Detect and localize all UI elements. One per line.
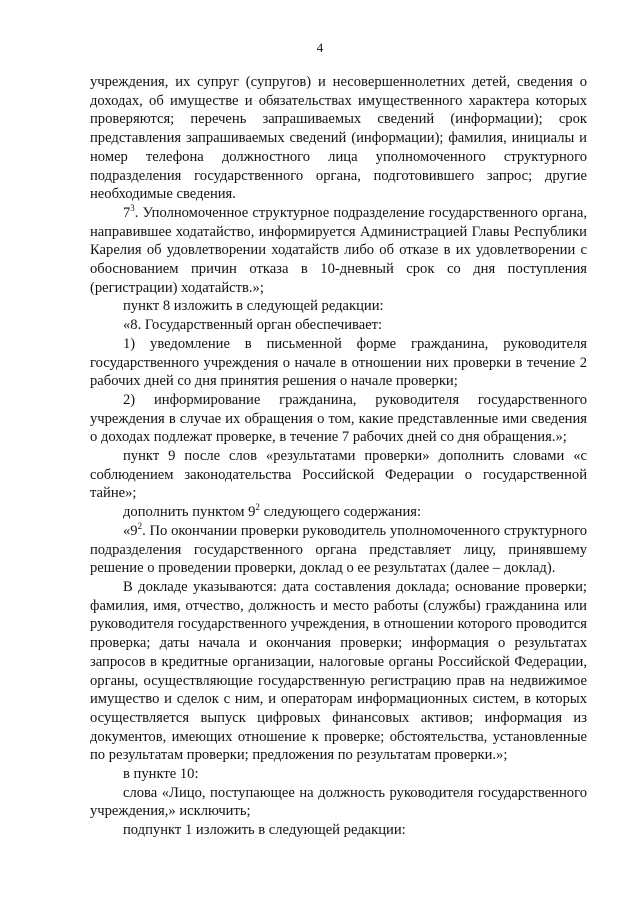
paragraph-report-contents: В докладе указываются: дата составления доклада; основание проверки; фамилия, имя, отчество, должность и место работы (службы) гражданина или руководителя государственного учреждения, в отношении которого проводится проверка; даты начала и окончания проверки; информация о результатах запросов в кредитные организации, налоговые органы Российской Федерации, органы, осуществляющие государственную регистрацию прав на недвижимое имущество и сделок с ним, и операторам информационных систем, в которых осуществляется выпуск цифровых финансовых активов; информация из документов, имеющих отношение к проверке; обстоятельства, установленные по результатам проверки; предложения по результатам проверки.»;	[90, 578, 587, 764]
paragraph-item-10-intro: в пункте 10:	[123, 766, 199, 783]
paragraph-item-8: «8. Государственный орган обеспечивает:	[123, 317, 383, 334]
paragraph-text: . По окончании проверки руководитель уполномоченного структурного подразделения государственного органа представляет лицу, принявшему решение о проведении проверки, доклад о ее результатах (далее – доклад).	[90, 522, 587, 577]
paragraph-item-9: пункт 9 после слов «результатами проверки» дополнить словами «с соблюдением законодательства Российской Федерации о государственной тайне»;	[90, 448, 587, 502]
paragraph-text: 7	[123, 204, 131, 221]
paragraph-item-8-1: 1) уведомление в письменной форме гражданина, руководителя государственного учреждения о начале в отношении них проверки в течение 2 рабочих дней со дня принятия решения о начале проверки;	[90, 335, 587, 390]
paragraph-item-9-2-intro	[90, 503, 587, 522]
paragraph-text: «9	[123, 522, 138, 539]
paragraph-text: дополнить пунктом 9	[123, 504, 256, 521]
paragraph-subitem-1: подпункт 1 изложить в следующей редакции:	[123, 822, 406, 839]
paragraph-text: следующего содержания:	[259, 504, 422, 521]
page-number: 4	[316, 40, 324, 55]
document-body	[90, 73, 587, 840]
paragraph-item-8-2: 2) информирование гражданина, руководителя государственного учреждения в случае их обращения о том, какие представленные ими сведения о доходах подлежат проверке, в течение 7 рабочих дней со дня обращения.»;	[90, 391, 587, 446]
paragraph-7-3	[90, 204, 587, 298]
paragraph-item-8-intro: пункт 8 изложить в следующей редакции:	[123, 298, 384, 315]
paragraph-continuation: учреждения, их супруг (супругов) и несовершеннолетних детей, сведения о доходах, об имуществе и обязательствах имущественного характера которых проверяются; перечень запрашиваемых сведений (информации); срок представления запрашиваемых сведений (информации); фамилия, инициалы и номер телефона должностного лица уполномоченного структурного подразделения государственного органа, подготовившего запрос; другие необходимые сведения.	[90, 74, 587, 203]
superscript: 2	[137, 520, 143, 531]
superscript: 2	[255, 502, 260, 513]
superscript: 3	[130, 202, 135, 213]
paragraph-text: . Уполномоченное структурное подразделение государственного органа, направившее ходатайство, информируется Администрацией Главы Республики Карелия об удовлетворении ходатайств либо об отказе в их удовлетворении с обоснованием причин отказа в 10-дневный срок со дня поступления (регистрации) ходатайств.»;	[90, 204, 587, 296]
paragraph-item-9-2	[90, 522, 587, 578]
paragraph-item-10-words: слова «Лицо, поступающее на должность руководителя государственного учреждения,» исключить;	[90, 784, 587, 820]
